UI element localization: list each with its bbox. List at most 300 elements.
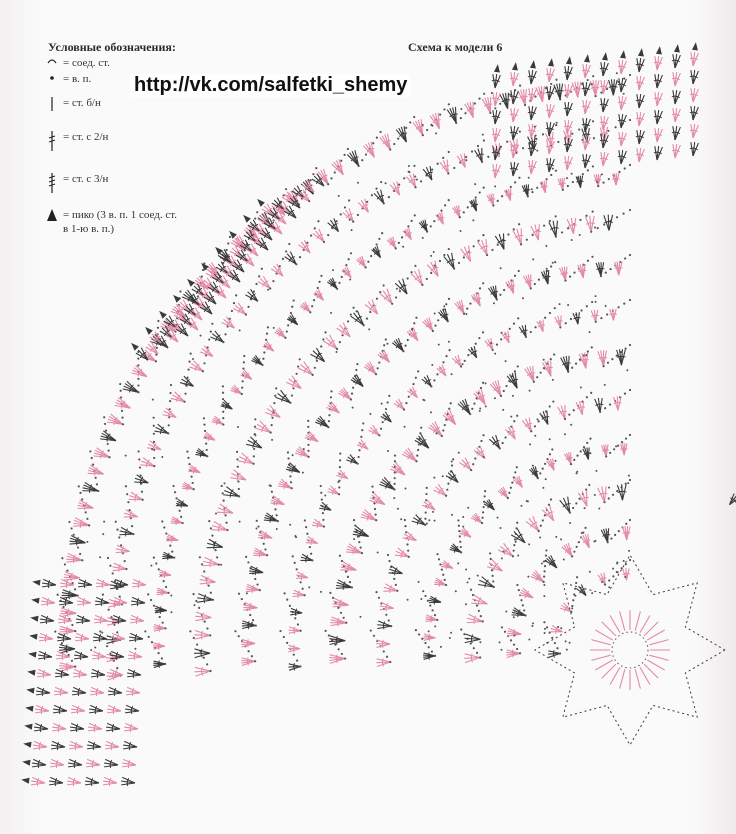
picot-mark xyxy=(494,64,500,72)
chain-dot xyxy=(528,638,530,640)
chain-dot xyxy=(585,354,587,356)
chain-dot xyxy=(465,603,467,605)
chain-dot xyxy=(416,179,418,181)
chain-dot xyxy=(534,435,536,437)
chain-dot xyxy=(381,403,383,405)
center-stitch xyxy=(591,655,610,660)
stitch-fan xyxy=(123,381,139,392)
stitch-fan xyxy=(582,64,591,78)
stitch-fan xyxy=(75,633,89,642)
chain-dots xyxy=(269,243,290,290)
stitch-fan xyxy=(372,246,381,257)
chain-dot xyxy=(273,327,275,329)
chain-dots xyxy=(358,131,382,167)
legend-title: Условные обозначения: xyxy=(48,40,176,54)
stitch-fan xyxy=(492,92,501,106)
chain-dot xyxy=(430,255,432,257)
chain-dot xyxy=(544,632,546,634)
stitch-fan xyxy=(618,150,627,164)
stitch-fan xyxy=(230,385,241,394)
center-stitch xyxy=(647,630,664,640)
stitch-fan xyxy=(600,98,609,112)
chain-dot xyxy=(490,342,492,344)
stitch-fan xyxy=(88,465,104,476)
chain-dot xyxy=(472,219,474,221)
center-stitch xyxy=(595,660,612,670)
stitch-fan xyxy=(595,398,604,412)
stitch-fan xyxy=(264,513,278,523)
picot-mark xyxy=(512,62,518,70)
stitch-fan xyxy=(540,411,550,425)
stitch-fan xyxy=(140,458,154,468)
stitch-fan xyxy=(427,261,438,277)
chain-dot xyxy=(500,267,502,269)
chain-dot xyxy=(543,595,545,597)
chain-dot xyxy=(438,344,440,346)
chain-dot xyxy=(349,219,351,221)
chain-dot xyxy=(479,641,481,643)
chain-dots xyxy=(481,490,486,524)
picot-mark xyxy=(25,706,33,712)
chain-dot xyxy=(557,626,559,628)
stitch-fan xyxy=(59,597,73,606)
chain-dots xyxy=(261,326,269,366)
chain-dot xyxy=(449,637,451,639)
chain-dot xyxy=(251,622,253,624)
stitch-fan xyxy=(564,66,573,80)
chain-dot xyxy=(455,590,457,592)
stitch-fan xyxy=(76,615,90,624)
stitch-fan xyxy=(654,146,663,160)
chain-dots xyxy=(597,164,631,187)
chain-dot xyxy=(269,484,271,486)
stitch-fan xyxy=(340,562,356,572)
chain-dots xyxy=(455,93,485,124)
chain-dot xyxy=(377,551,379,553)
chain-dot xyxy=(616,72,618,74)
picot-mark xyxy=(566,56,572,64)
stitch-fan xyxy=(33,741,47,750)
stitch-fan xyxy=(387,237,396,249)
chain-dot xyxy=(90,485,92,487)
chain-dot xyxy=(594,540,596,542)
stitch-fan xyxy=(200,575,216,585)
chain-dot xyxy=(440,646,442,648)
stitch-fan xyxy=(423,634,435,641)
stitch-fan xyxy=(554,83,564,99)
chain-dot xyxy=(239,521,241,523)
stitch-fan xyxy=(230,470,246,481)
center-stitch xyxy=(591,640,610,645)
stitch-fan xyxy=(502,331,511,343)
chain-dot xyxy=(337,481,339,483)
chain-dot xyxy=(422,237,424,239)
stitch-fan xyxy=(406,173,416,187)
chain-dot xyxy=(616,571,618,573)
stitch-fan xyxy=(392,338,403,351)
stitch-fan xyxy=(310,348,324,362)
chain-dot xyxy=(308,200,310,202)
stitch-fan xyxy=(42,579,56,588)
stitch-fan xyxy=(498,543,513,556)
chain-dot xyxy=(103,521,105,523)
chain-dot xyxy=(591,592,593,594)
picot-mark xyxy=(23,742,31,748)
chain-dots xyxy=(602,344,631,367)
stitch-fan xyxy=(450,544,462,553)
picot-mark xyxy=(243,215,251,223)
stitch-fan xyxy=(471,513,482,523)
chain-dot xyxy=(576,472,578,474)
chain-dot xyxy=(605,305,607,307)
center-stitch xyxy=(620,669,625,688)
chain-dot xyxy=(494,353,496,355)
stitch-fan xyxy=(395,279,407,294)
stitch-fan xyxy=(523,274,532,288)
legend-item-single-crochet xyxy=(46,96,101,112)
stitch-fan xyxy=(555,315,563,327)
stitch-fan xyxy=(194,630,210,639)
chain-dot xyxy=(349,279,351,281)
stitch-fan xyxy=(513,228,523,244)
chain-dot xyxy=(246,592,248,594)
chain-dot xyxy=(608,487,610,489)
legend-label: = в. п. xyxy=(63,73,92,85)
stitch-fan xyxy=(729,494,736,505)
stitch-fan xyxy=(506,649,520,657)
chain-stitch-icon xyxy=(46,72,60,84)
stitch-fan xyxy=(338,388,351,400)
stitch-fan xyxy=(129,633,143,642)
stitch-fan xyxy=(558,405,567,419)
stitch-fan xyxy=(412,515,425,525)
stitch-fan xyxy=(522,417,532,431)
chain-dot xyxy=(552,262,554,264)
stitch-fan xyxy=(425,615,437,623)
stitch-fan xyxy=(528,160,537,174)
chain-dot xyxy=(433,251,435,253)
stitch-fan xyxy=(441,561,453,570)
picot-mark xyxy=(602,52,608,60)
stitch-fan xyxy=(522,184,530,196)
stitch-fan xyxy=(572,81,581,97)
chain-dots xyxy=(395,214,416,249)
stitch-fan xyxy=(124,723,138,732)
stitch-fan xyxy=(422,375,432,386)
stitch-layer xyxy=(21,42,736,786)
stitch-fan xyxy=(77,597,91,606)
stitch-fan xyxy=(423,166,433,180)
chain-dot xyxy=(408,165,410,167)
stitch-fan xyxy=(545,555,557,568)
chain-dot xyxy=(512,395,514,397)
chain-dot xyxy=(598,508,600,510)
chain-dot xyxy=(359,616,361,618)
stitch-fan xyxy=(377,621,391,629)
stitch-fan xyxy=(357,440,368,450)
stitch-fan xyxy=(453,205,462,217)
stitch-fan xyxy=(60,608,76,617)
stitch-fan xyxy=(298,362,312,375)
chain-dot xyxy=(467,507,469,509)
chain-dot xyxy=(485,382,487,384)
chain-dot xyxy=(451,373,453,375)
stitch-fan xyxy=(162,552,174,560)
stitch-fan xyxy=(100,431,116,442)
chain-dot xyxy=(497,517,499,519)
chain-dot xyxy=(546,268,548,270)
stitch-fan xyxy=(153,642,165,649)
picot-mark xyxy=(131,343,139,351)
chain-dot xyxy=(615,445,617,447)
stitch-fan xyxy=(464,654,480,663)
stitch-fan xyxy=(564,452,572,464)
stitch-fan xyxy=(106,723,120,732)
stitch-fan xyxy=(212,416,224,425)
stitch-fan xyxy=(34,723,48,732)
center-ring xyxy=(612,632,648,668)
chain-dot xyxy=(468,578,470,580)
chain-dot xyxy=(151,448,153,450)
stitch-fan xyxy=(127,669,141,678)
picot-mark xyxy=(656,46,662,54)
stitch-fan xyxy=(564,102,573,116)
chain-dot xyxy=(396,288,398,290)
stitch-fan xyxy=(618,114,627,128)
chain-dot xyxy=(400,518,402,520)
triple-crochet-icon xyxy=(46,172,60,194)
stitch-fan xyxy=(358,199,368,213)
chain-dot xyxy=(556,122,558,124)
legend-label: = ст. с 2/н xyxy=(63,131,109,143)
stitch-fan xyxy=(573,312,581,324)
chain-dot xyxy=(601,173,603,175)
chain-dot xyxy=(501,557,503,559)
stitch-fan xyxy=(615,261,623,275)
stitch-fan xyxy=(329,654,345,663)
stitch-fan xyxy=(560,603,571,612)
stitch-fan xyxy=(600,152,609,166)
stitch-fan xyxy=(289,627,301,634)
chain-dot xyxy=(595,295,597,297)
stitch-fan xyxy=(70,723,84,732)
stitch-fan xyxy=(39,633,53,642)
stitch-fan xyxy=(94,615,108,624)
legend-item-chain-stitch xyxy=(46,72,91,86)
stitch-fan xyxy=(361,509,377,520)
chain-dot xyxy=(535,134,537,136)
stitch-fan xyxy=(119,527,133,536)
legend-label: = ст. с 3/н xyxy=(63,173,109,185)
chain-dot xyxy=(458,452,460,454)
stitch-fan xyxy=(85,777,99,786)
chain-dot xyxy=(555,536,557,538)
stitch-fan xyxy=(221,400,233,409)
stitch-fan xyxy=(489,435,500,448)
chain-dots xyxy=(295,220,319,265)
center-stitch xyxy=(649,640,668,645)
stitch-fan xyxy=(319,502,331,511)
center-stitch xyxy=(644,664,658,678)
stitch-fan xyxy=(546,68,555,82)
stitch-fan xyxy=(171,517,183,525)
chain-dot xyxy=(330,312,332,314)
stitch-fan xyxy=(636,112,645,126)
chain-dot xyxy=(125,455,127,457)
stitch-fan xyxy=(159,570,171,578)
stitch-fan xyxy=(59,663,75,672)
stitch-fan xyxy=(59,644,75,653)
stitch-fan xyxy=(390,462,405,475)
stitch-fan xyxy=(95,597,109,606)
stitch-fan xyxy=(346,544,362,555)
stitch-fan xyxy=(459,457,471,470)
chain-dot xyxy=(465,159,467,161)
stitch-fan xyxy=(540,181,548,193)
chain-dot xyxy=(467,581,469,583)
stitch-fan xyxy=(596,262,604,276)
stitch-fan xyxy=(315,416,328,427)
chain-dot xyxy=(407,599,409,601)
stitch-fan xyxy=(582,154,591,168)
chain-dot xyxy=(569,522,571,524)
stitch-fan xyxy=(433,484,446,496)
stitch-fan xyxy=(36,687,50,696)
center-stitch xyxy=(602,664,616,678)
stitch-fan xyxy=(618,132,627,146)
stitch-fan xyxy=(487,194,495,206)
chain-dot xyxy=(491,92,493,94)
chain-dot xyxy=(224,482,226,484)
chain-dot xyxy=(514,634,516,636)
stitch-fan xyxy=(559,267,568,281)
stitch-fan xyxy=(672,108,681,122)
chain-dot xyxy=(289,524,291,526)
stitch-fan xyxy=(105,741,119,750)
chain-dot xyxy=(510,416,512,418)
chain-dot xyxy=(273,412,275,414)
stitch-fan xyxy=(519,325,527,337)
stitch-fan xyxy=(285,252,297,265)
stitch-fan xyxy=(126,687,140,696)
stitch-fan xyxy=(58,615,72,624)
chain-dot xyxy=(482,134,484,136)
chain-dot xyxy=(302,472,304,474)
picot-mark xyxy=(215,247,223,255)
chain-dot xyxy=(536,418,538,420)
chain-dots xyxy=(460,628,481,658)
stitch-fan xyxy=(211,521,227,531)
stitch-fan xyxy=(423,652,435,659)
stitch-fan xyxy=(690,106,699,120)
chain-dot xyxy=(434,264,436,266)
legend-label: = пико (3 в. п. 1 соед. ст. в 1-ю в. п.) xyxy=(63,209,177,235)
chain-dot xyxy=(436,432,438,434)
stitch-fan xyxy=(153,660,165,667)
chain-dot xyxy=(612,568,614,570)
stitch-fan xyxy=(128,651,142,660)
stitch-fan xyxy=(72,687,86,696)
legend-label: = соед. ст. xyxy=(63,57,110,69)
stitch-fan xyxy=(62,590,78,599)
chain-dot xyxy=(589,452,591,454)
chain-dot xyxy=(604,384,606,386)
watermark-url: http://vk.com/salfetki_shemy xyxy=(130,74,411,97)
stitch-fan xyxy=(394,399,404,410)
stitch-fan xyxy=(89,705,103,714)
stitch-fan xyxy=(672,126,681,140)
chain-dot xyxy=(237,426,239,428)
chain-dot xyxy=(594,494,596,496)
stitch-fan xyxy=(581,534,591,548)
chain-dot xyxy=(532,258,534,260)
stitch-fan xyxy=(154,624,166,631)
picot-mark xyxy=(638,48,644,56)
stitch-fan xyxy=(510,72,519,86)
stitch-fan xyxy=(618,96,627,110)
picot-mark xyxy=(548,58,554,66)
stitch-fan xyxy=(68,759,82,768)
stitch-fan xyxy=(233,303,246,315)
stitch-fan xyxy=(51,741,65,750)
stitch-fan xyxy=(364,362,376,374)
chain-dots xyxy=(153,417,156,468)
picot-mark xyxy=(584,54,590,62)
stitch-fan xyxy=(131,597,145,606)
stitch-fan xyxy=(468,346,477,358)
chain-dot xyxy=(462,516,464,518)
legend-item-double-crochet xyxy=(46,130,108,152)
stitch-fan xyxy=(487,559,502,571)
stitch-fan xyxy=(87,741,101,750)
chain-dot xyxy=(542,487,544,489)
stitch-fan xyxy=(546,104,555,118)
chain-dots xyxy=(365,232,384,269)
stitch-fan xyxy=(430,113,441,129)
stitch-fan xyxy=(376,658,390,666)
chain-dot xyxy=(483,456,485,458)
chain-dot xyxy=(559,303,561,305)
stitch-fan xyxy=(369,493,384,505)
stitch-fan xyxy=(238,453,254,464)
stitch-fan xyxy=(295,447,309,457)
chain-dot xyxy=(541,563,543,565)
chain-dot xyxy=(628,550,630,552)
stitch-fan xyxy=(194,649,210,658)
stitch-fan xyxy=(537,320,545,332)
picot-mark xyxy=(28,652,36,658)
chain-dot xyxy=(357,182,359,184)
chain-dot xyxy=(532,622,534,624)
stitch-fan xyxy=(419,220,428,232)
chain-dot xyxy=(517,555,519,557)
stitch-fan xyxy=(155,606,167,613)
scheme-title: Схема к модели 6 xyxy=(408,40,503,54)
chain-dot xyxy=(276,528,278,530)
stitch-fan xyxy=(510,90,519,104)
chain-dots xyxy=(459,187,485,219)
stitch-fan xyxy=(278,479,292,489)
stitch-fan xyxy=(495,233,506,249)
double-crochet-icon xyxy=(46,130,60,152)
stitch-fan xyxy=(549,221,559,237)
stitch-fan xyxy=(541,270,550,284)
chain-dot xyxy=(102,533,104,535)
chain-dot xyxy=(239,329,241,331)
stitch-fan xyxy=(265,405,280,417)
stitch-fan xyxy=(546,158,555,172)
stitch-fan xyxy=(93,633,107,642)
